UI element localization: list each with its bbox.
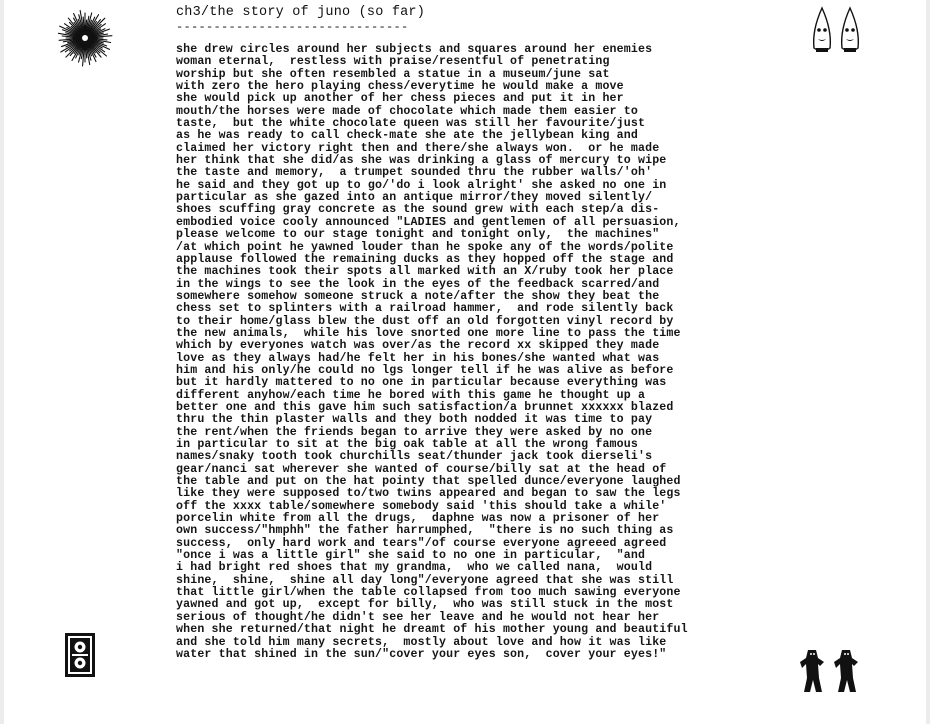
text-line: like they were supposed to/two twins appeared and began to saw the legs [176, 487, 681, 501]
text-line: gear/nanci sat wherever she wanted of course/billy sat at the head of [176, 462, 667, 476]
text-line: success, only hard work and tears"/of course everyone agreeed agreed [176, 536, 667, 550]
text-line: off the xxxx table/somewhere somebody said 'this should take a while' [176, 499, 667, 513]
text-line: worship but she often resembled a statue in a museum/june sat [176, 67, 610, 81]
page-edge-left [0, 0, 4, 724]
text-line: particular as she gazed into an antique mirror/they moved silently/ [176, 191, 653, 205]
starburst-icon [55, 8, 115, 68]
text-line: and she told him many secrets, mostly about love and how it was like [176, 635, 667, 649]
twin-figures-icon [798, 648, 868, 696]
text-line: own success/"hmphh" the father harrumphed, "there is no such thing as [176, 524, 674, 538]
text-line: the taste and memory, a trumpet sounded thru the rubber walls/'oh' [176, 166, 653, 180]
text-line: chess set to splinters with a railroad hammer, and rode silently back [176, 302, 674, 316]
text-line: the rent/when the friends began to arrive they were asked by no one [176, 425, 653, 439]
text-line: him and his only/he could no lgs longer tell if he was alive as before [176, 363, 674, 377]
text-line: names/snaky tooth took churchills seat/thunder jack took dierseli's [176, 450, 653, 464]
page-edge-right [926, 0, 930, 724]
text-line: claimed her victory right then and there/she always won. or he made [176, 141, 660, 155]
text-line: in the wings to see the look in the eyes of the feedback scarred/and [176, 277, 660, 291]
text-line: when she returned/that night he dreamt of his mother young and beautiful [176, 623, 688, 637]
text-line: she drew circles around her subjects and squares around her enemies [176, 43, 653, 56]
text-line: porcelin white from all the drugs, daphne was now a prisoner of her [176, 512, 660, 526]
text-line: different anyhow/each time he bored with this game he thought up a [176, 388, 646, 402]
text-line: love as they always had/he felt her in his bones/she wanted what was [176, 351, 660, 365]
box-glyph-icon [64, 632, 96, 678]
text-line: shoes scuffing gray concrete as the sound grew with each step/a dis- [176, 203, 660, 217]
text-line: the new animals, while his love snorted one more line to pass the time [176, 326, 681, 340]
text-line: mouth/the horses were made of chocolate which made them easier to [176, 104, 638, 118]
text-line: to their home/glass blew the dust off an old forgotten vinyl record by [176, 314, 674, 328]
story-text [176, 44, 736, 661]
text-line: but it hardly mattered to no one in particular because everything was [176, 376, 667, 390]
text-line: woman eternal, restless with praise/resentful of penetrating [176, 55, 610, 69]
text-line: as he was ready to call check-mate she ate the jellybean king and [176, 129, 638, 143]
text-line: please welcome to our stage tonight and tonight only, the machines" [176, 228, 660, 242]
text-line: i had bright red shoes that my grandma, who we called nana, would [176, 561, 653, 575]
text-line: with zero the hero playing chess/everytime he would make a move [176, 80, 624, 94]
text-line: applause followed the remaining ducks as they hopped off the stage and [176, 252, 674, 266]
text-line: yawned and got up, except for billy, who was still stuck in the most [176, 598, 674, 612]
text-line: her think that she did/as she was drinking a glass of mercury to wipe [176, 154, 667, 168]
document-title: ch3/the story of juno (so far) [176, 5, 426, 20]
text-line: somewhere somehow someone struck a note/after the show they beat the [176, 289, 660, 303]
text-line: which by everyones watch was over/as the record xx skipped they made [176, 339, 660, 353]
text-line: that little girl/when the table collapsed from too much sawing everyone [176, 586, 681, 600]
text-line: the machines took their spots all marked with an X/ruby took her place [176, 265, 674, 279]
text-line: shine, shine, shine all day long"/everyone agreed that she was still [176, 573, 674, 587]
text-line: in particular to sit at the big oak table at all the wrong famous [176, 438, 638, 451]
twin-masks-icon [808, 4, 868, 56]
text-line: embodied voice cooly announced "LADIES and gentlemen of all persuasion, [176, 215, 681, 229]
text-line: he said and they got up to go/'do i look alright' she asked no one in [176, 178, 667, 192]
text-line: better one and this gave him such satisfaction/a brunnet xxxxxx blazed [176, 400, 674, 414]
text-line: she would pick up another of her chess pieces and put it in her [176, 92, 624, 106]
text-line: serious of thought/he didn't see her leave and he would not hear her [176, 610, 660, 624]
text-line: the table and put on the hat pointy that spelled dunce/everyone laughed [176, 475, 681, 489]
text-line: taste, but the white chocolate queen was still her favourite/just [176, 117, 646, 131]
text-line: /at which point he yawned louder than he spoke any of the words/polite [176, 240, 674, 254]
text-line: "once i was a little girl" she said to no one in particular, "and [176, 549, 646, 563]
text-line: thru the thin plaster walls and they both nodded it was time to pay [176, 413, 653, 427]
text-line: water that shined in the sun/"cover your eyes son, cover your eyes!" [176, 647, 667, 661]
title-underline: ------------------------------- [176, 20, 409, 34]
